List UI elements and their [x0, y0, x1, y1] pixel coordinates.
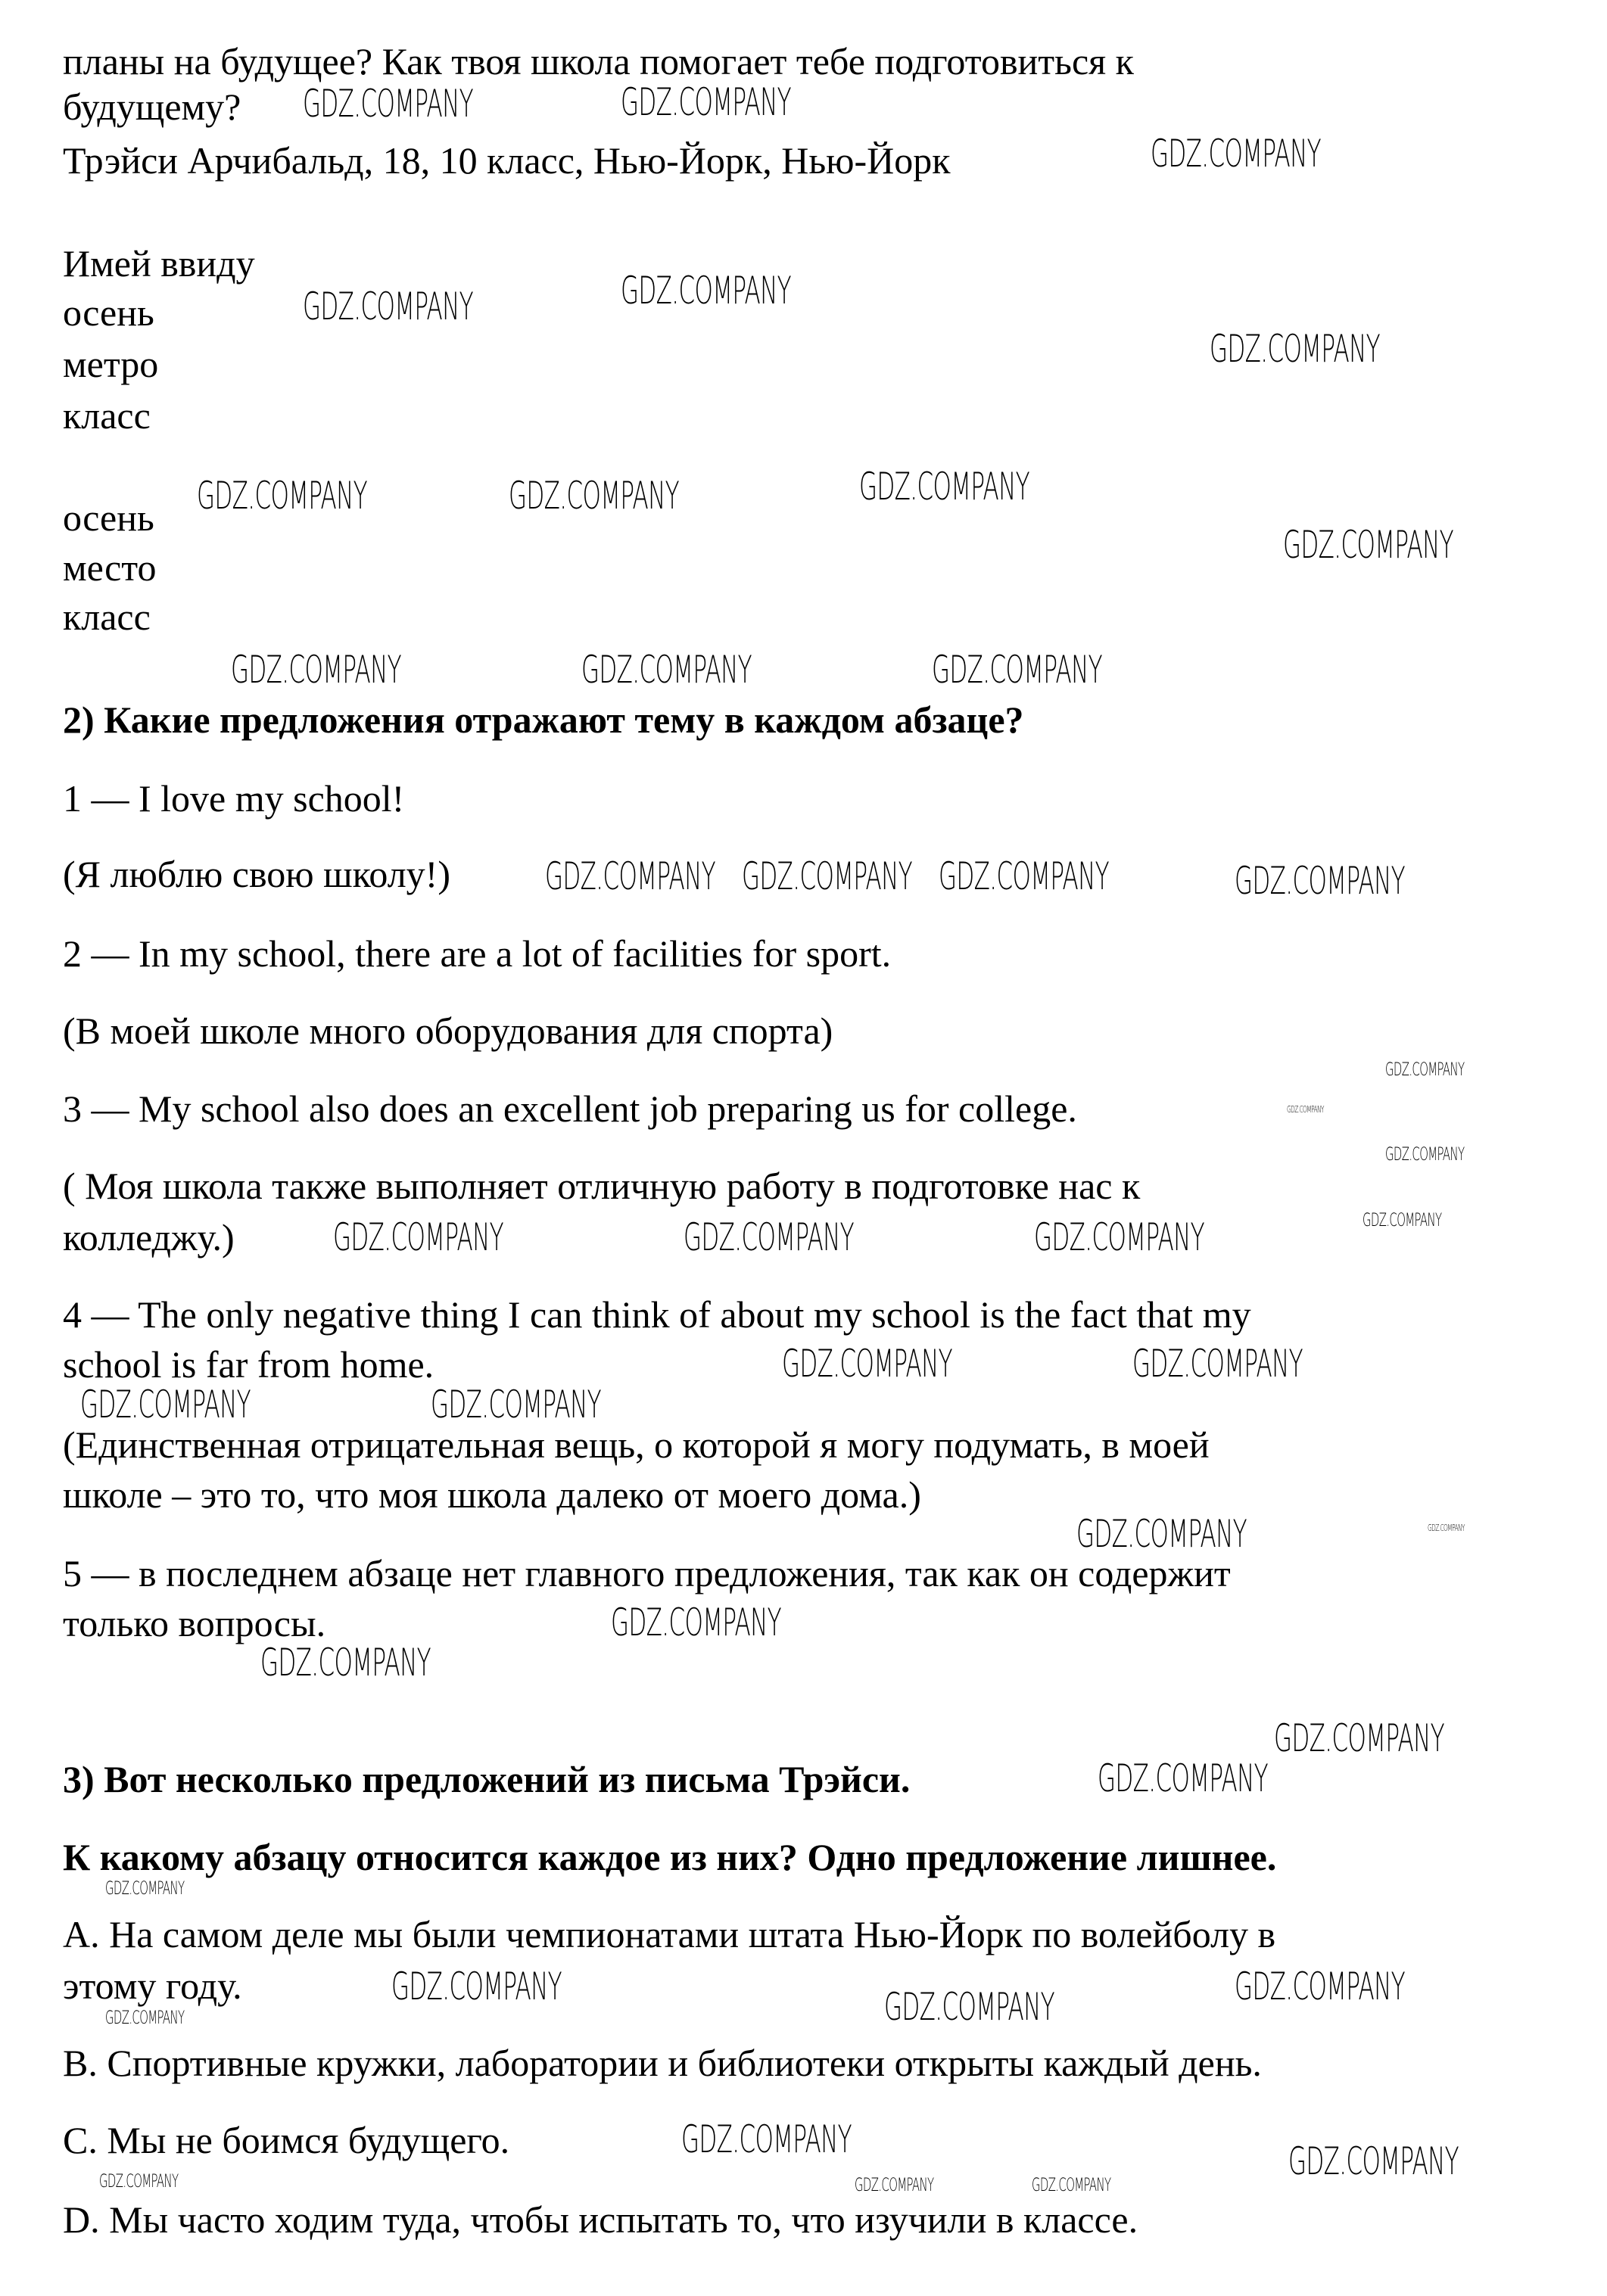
translation-line: ( Моя школа также выполняет отличную работу в подготовке нас к [63, 1165, 1141, 1207]
watermark: GDZ.COMPANY [1151, 132, 1322, 176]
watermark: GDZ.COMPANY [1032, 2174, 1111, 2195]
watermark: GDZ.COMPANY [431, 1383, 602, 1426]
watermark: GDZ.COMPANY [391, 1965, 562, 2008]
watermark: GDZ.COMPANY [105, 1878, 185, 1899]
watermark: GDZ.COMPANY [621, 269, 792, 313]
watermark: GDZ.COMPANY [1363, 1209, 1442, 1230]
translation-line: школе – это то, что моя школа далеко от моего дома.) [63, 1473, 921, 1516]
watermark: GDZ.COMPANY [1235, 1965, 1406, 2008]
watermark: GDZ.COMPANY [545, 854, 716, 898]
answer-line: 4 — The only negative thing I can think of about my school is the fact that my [63, 1293, 1251, 1336]
translation-line: (Я люблю свою школу!) [63, 853, 450, 895]
sentence-option-d: D. Мы часто ходим туда, чтобы испытать то, что изучили в классе. [63, 2198, 1138, 2241]
word-item: класс [63, 394, 151, 437]
translation-line: (Единственная отрицательная вещь, о которой я могу подумать, в моей [63, 1423, 1210, 1466]
watermark: GDZ.COMPANY [303, 82, 474, 126]
watermark: GDZ.COMPANY [684, 1215, 855, 1259]
watermark: GDZ.COMPANY [939, 854, 1110, 898]
watermark: GDZ.COMPANY [99, 2170, 179, 2192]
answer-line: school is far from home. [63, 1343, 434, 1386]
watermark: GDZ.COMPANY [1287, 1104, 1324, 1115]
sentence-option-b: B. Спортивные кружки, лаборатории и библиотеки открыты каждый день. [63, 2042, 1262, 2084]
text-line: будущему? [63, 86, 241, 128]
sentence-option-c: C. Мы не боимся будущего. [63, 2119, 510, 2161]
text-line: Имей ввиду [63, 242, 255, 285]
watermark: GDZ.COMPANY [1034, 1215, 1205, 1259]
watermark: GDZ.COMPANY [1385, 1059, 1465, 1080]
watermark: GDZ.COMPANY [260, 1641, 431, 1685]
answer-line: 3 — My school also does an excellent job preparing us for college. [63, 1087, 1077, 1130]
watermark: GDZ.COMPANY [1288, 2139, 1459, 2183]
translation-line: (В моей школе много оборудования для спорта) [63, 1010, 833, 1052]
text-line: планы на будущее? Как твоя школа помогает тебе подготовиться к [63, 40, 1134, 82]
author-line: Трэйси Арчибальд, 18, 10 класс, Нью-Йорк, Нью-Йорк [63, 139, 951, 182]
watermark: GDZ.COMPANY [1428, 1523, 1465, 1533]
watermark: GDZ.COMPANY [1210, 327, 1381, 371]
watermark: GDZ.COMPANY [782, 1342, 953, 1386]
watermark: GDZ.COMPANY [303, 285, 474, 328]
watermark: GDZ.COMPANY [1076, 1512, 1247, 1556]
answer-line: 2 — In my school, there are a lot of facilities for sport. [63, 932, 892, 975]
watermark: GDZ.COMPANY [1283, 523, 1454, 567]
word-item: осень [63, 291, 154, 334]
translation-line: колледжу.) [63, 1216, 235, 1258]
word-item: осень [63, 496, 154, 539]
watermark: GDZ.COMPANY [859, 465, 1030, 509]
sentence-option-a: этому году. [63, 1965, 242, 2007]
watermark: GDZ.COMPANY [855, 2174, 934, 2195]
watermark: GDZ.COMPANY [1274, 1716, 1445, 1760]
watermark: GDZ.COMPANY [509, 474, 680, 518]
watermark: GDZ.COMPANY [581, 648, 752, 692]
watermark: GDZ.COMPANY [1235, 859, 1406, 903]
section-heading-3: 3) Вот несколько предложений из письма Трэйси. [63, 1758, 911, 1800]
watermark: GDZ.COMPANY [611, 1601, 782, 1644]
word-item: метро [63, 343, 159, 385]
watermark: GDZ.COMPANY [932, 648, 1103, 692]
word-item: класс [63, 596, 151, 638]
watermark: GDZ.COMPANY [621, 80, 792, 124]
watermark: GDZ.COMPANY [105, 2007, 185, 2028]
watermark: GDZ.COMPANY [231, 648, 402, 692]
watermark: GDZ.COMPANY [80, 1383, 251, 1426]
answer-line: только вопросы. [63, 1602, 326, 1644]
section-subheading-3: К какому абзацу относится каждое из них? Одно предложение лишнее. [63, 1836, 1277, 1878]
watermark: GDZ.COMPANY [681, 2117, 852, 2161]
watermark: GDZ.COMPANY [1385, 1143, 1465, 1165]
watermark: GDZ.COMPANY [742, 854, 913, 898]
sentence-option-a: A. На самом деле мы были чемпионатами штата Нью-Йорк по волейболу в [63, 1913, 1276, 1955]
word-item: место [63, 546, 157, 589]
watermark: GDZ.COMPANY [197, 474, 368, 518]
watermark: GDZ.COMPANY [1132, 1342, 1303, 1386]
watermark: GDZ.COMPANY [333, 1215, 504, 1259]
section-heading-2: 2) Какие предложения отражают тему в каждом абзаце? [63, 698, 1024, 741]
answer-line: 1 — I love my school! [63, 777, 405, 820]
watermark: GDZ.COMPANY [884, 1985, 1055, 2029]
watermark: GDZ.COMPANY [1098, 1756, 1269, 1800]
answer-line: 5 — в последнем абзаце нет главного предложения, так как он содержит [63, 1552, 1231, 1594]
